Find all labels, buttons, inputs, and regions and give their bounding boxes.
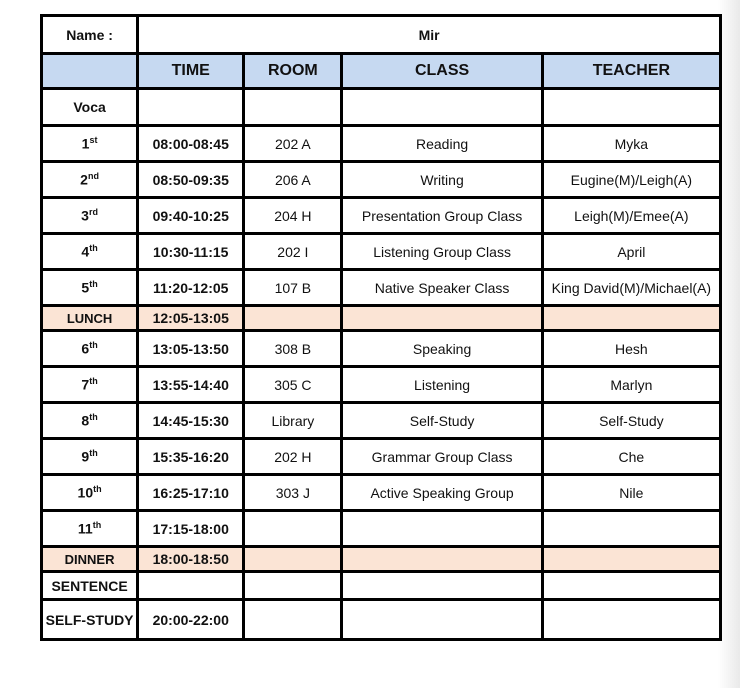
schedule-row: [42, 270, 721, 306]
ordinal-suffix: th: [92, 520, 102, 531]
room-cell: [244, 511, 342, 547]
schedule-row: [42, 475, 721, 511]
schedule-row: [42, 572, 721, 600]
student-name: Mir: [138, 16, 721, 54]
period-label: [42, 403, 138, 439]
period-label: [42, 600, 138, 640]
period-label: [42, 162, 138, 198]
period-number: 9: [81, 448, 90, 465]
room-cell: [244, 600, 342, 640]
period-number: LUNCH: [66, 310, 113, 326]
class-cell: [342, 572, 542, 600]
name-row: [42, 16, 721, 54]
teacher-cell: Leigh(M)/Emee(A): [542, 198, 720, 234]
meal-row: [42, 547, 721, 572]
room-cell: 202 H: [244, 439, 342, 475]
class-cell: Active Speaking Group: [342, 475, 542, 511]
class-cell: Listening: [342, 367, 542, 403]
period-label: [42, 270, 138, 306]
time-cell: 20:00-22:00: [138, 600, 244, 640]
room-cell: Library: [244, 403, 342, 439]
room-cell: [244, 89, 342, 126]
ordinal-suffix: th: [89, 448, 98, 459]
schedule-row: [42, 234, 721, 270]
period-label: [42, 306, 138, 331]
room-cell: [244, 547, 342, 572]
class-cell: [342, 600, 542, 640]
schedule-row: [42, 198, 721, 234]
class-cell: Grammar Group Class: [342, 439, 542, 475]
period-number: 5: [81, 279, 90, 296]
time-cell: 14:45-15:30: [138, 403, 244, 439]
room-cell: 308 B: [244, 331, 342, 367]
class-cell: Self-Study: [342, 403, 542, 439]
header-time: TIME: [138, 54, 244, 89]
teacher-cell: Marlyn: [542, 367, 720, 403]
time-cell: 12:05-13:05: [138, 306, 244, 331]
time-cell: 18:00-18:50: [138, 547, 244, 572]
time-cell: 08:00-08:45: [138, 126, 244, 162]
period-label: [42, 198, 138, 234]
schedule-row: [42, 403, 721, 439]
period-number: DINNER: [64, 551, 115, 567]
period-number: 6: [81, 340, 90, 357]
teacher-cell: Eugine(M)/Leigh(A): [542, 162, 720, 198]
teacher-cell: [542, 306, 720, 331]
meal-row: [42, 306, 721, 331]
time-cell: [138, 572, 244, 600]
class-cell: Native Speaker Class: [342, 270, 542, 306]
schedule-row: [42, 600, 721, 640]
time-cell: 16:25-17:10: [138, 475, 244, 511]
time-cell: 17:15-18:00: [138, 511, 244, 547]
period-number: SELF-STUDY: [45, 611, 134, 628]
room-cell: 204 H: [244, 198, 342, 234]
ordinal-suffix: th: [89, 340, 98, 351]
period-number: 1: [81, 135, 90, 152]
room-cell: 202 A: [244, 126, 342, 162]
schedule-row: [42, 126, 721, 162]
period-label: [42, 511, 138, 547]
header-blank: [42, 54, 138, 89]
class-cell: Reading: [342, 126, 542, 162]
header-teacher: TEACHER: [542, 54, 720, 89]
header-room: ROOM: [244, 54, 342, 89]
period-label: [42, 547, 138, 572]
teacher-cell: Self-Study: [542, 403, 720, 439]
class-cell: Writing: [342, 162, 542, 198]
ordinal-suffix: rd: [88, 207, 98, 218]
time-cell: 13:05-13:50: [138, 331, 244, 367]
time-cell: 11:20-12:05: [138, 270, 244, 306]
class-cell: Presentation Group Class: [342, 198, 542, 234]
schedule-row: [42, 439, 721, 475]
period-label: [42, 439, 138, 475]
room-cell: 206 A: [244, 162, 342, 198]
period-number: 10: [77, 484, 94, 501]
teacher-cell: Che: [542, 439, 720, 475]
class-cell: Listening Group Class: [342, 234, 542, 270]
ordinal-suffix: st: [89, 135, 98, 146]
period-number: 7: [81, 376, 90, 393]
room-cell: 202 I: [244, 234, 342, 270]
period-number: 2: [80, 171, 88, 188]
teacher-cell: [542, 572, 720, 600]
teacher-cell: King David(M)/Michael(A): [542, 270, 720, 306]
period-label: [42, 475, 138, 511]
teacher-cell: Hesh: [542, 331, 720, 367]
room-cell: [244, 572, 342, 600]
ordinal-suffix: th: [89, 279, 98, 290]
period-label: [42, 367, 138, 403]
period-number: SENTENCE: [51, 577, 128, 594]
header-class: CLASS: [342, 54, 542, 89]
schedule-row: [42, 331, 721, 367]
time-cell: 10:30-11:15: [138, 234, 244, 270]
time-cell: 09:40-10:25: [138, 198, 244, 234]
time-cell: [138, 89, 244, 126]
schedule-row: [42, 162, 721, 198]
teacher-cell: [542, 600, 720, 640]
period-label: [42, 234, 138, 270]
time-cell: 15:35-16:20: [138, 439, 244, 475]
ordinal-suffix: th: [93, 484, 102, 495]
period-label: [42, 572, 138, 600]
room-cell: 107 B: [244, 270, 342, 306]
class-cell: [342, 511, 542, 547]
teacher-cell: Myka: [542, 126, 720, 162]
period-number: 8: [81, 412, 90, 429]
teacher-cell: [542, 89, 720, 126]
class-cell: [342, 306, 542, 331]
room-cell: 303 J: [244, 475, 342, 511]
room-cell: 305 C: [244, 367, 342, 403]
header-row: [42, 54, 721, 89]
schedule-row: [42, 89, 721, 126]
name-label: Name :: [42, 16, 138, 54]
period-number: 11: [77, 520, 93, 537]
time-cell: 08:50-09:35: [138, 162, 244, 198]
period-number: Voca: [73, 99, 106, 115]
class-cell: Speaking: [342, 331, 542, 367]
class-cell: [342, 547, 542, 572]
room-cell: [244, 306, 342, 331]
class-cell: [342, 89, 542, 126]
schedule-row: [42, 367, 721, 403]
ordinal-suffix: nd: [87, 171, 99, 182]
class-schedule-table: [40, 14, 722, 641]
schedule-row: [42, 511, 721, 547]
ordinal-suffix: th: [89, 412, 98, 423]
period-label: [42, 331, 138, 367]
teacher-cell: Nile: [542, 475, 720, 511]
teacher-cell: [542, 511, 720, 547]
ordinal-suffix: th: [89, 243, 98, 254]
period-number: 4: [81, 243, 90, 260]
period-label: [42, 89, 138, 126]
teacher-cell: April: [542, 234, 720, 270]
period-label: [42, 126, 138, 162]
ordinal-suffix: th: [89, 376, 98, 387]
time-cell: 13:55-14:40: [138, 367, 244, 403]
period-number: 3: [81, 207, 89, 224]
teacher-cell: [542, 547, 720, 572]
